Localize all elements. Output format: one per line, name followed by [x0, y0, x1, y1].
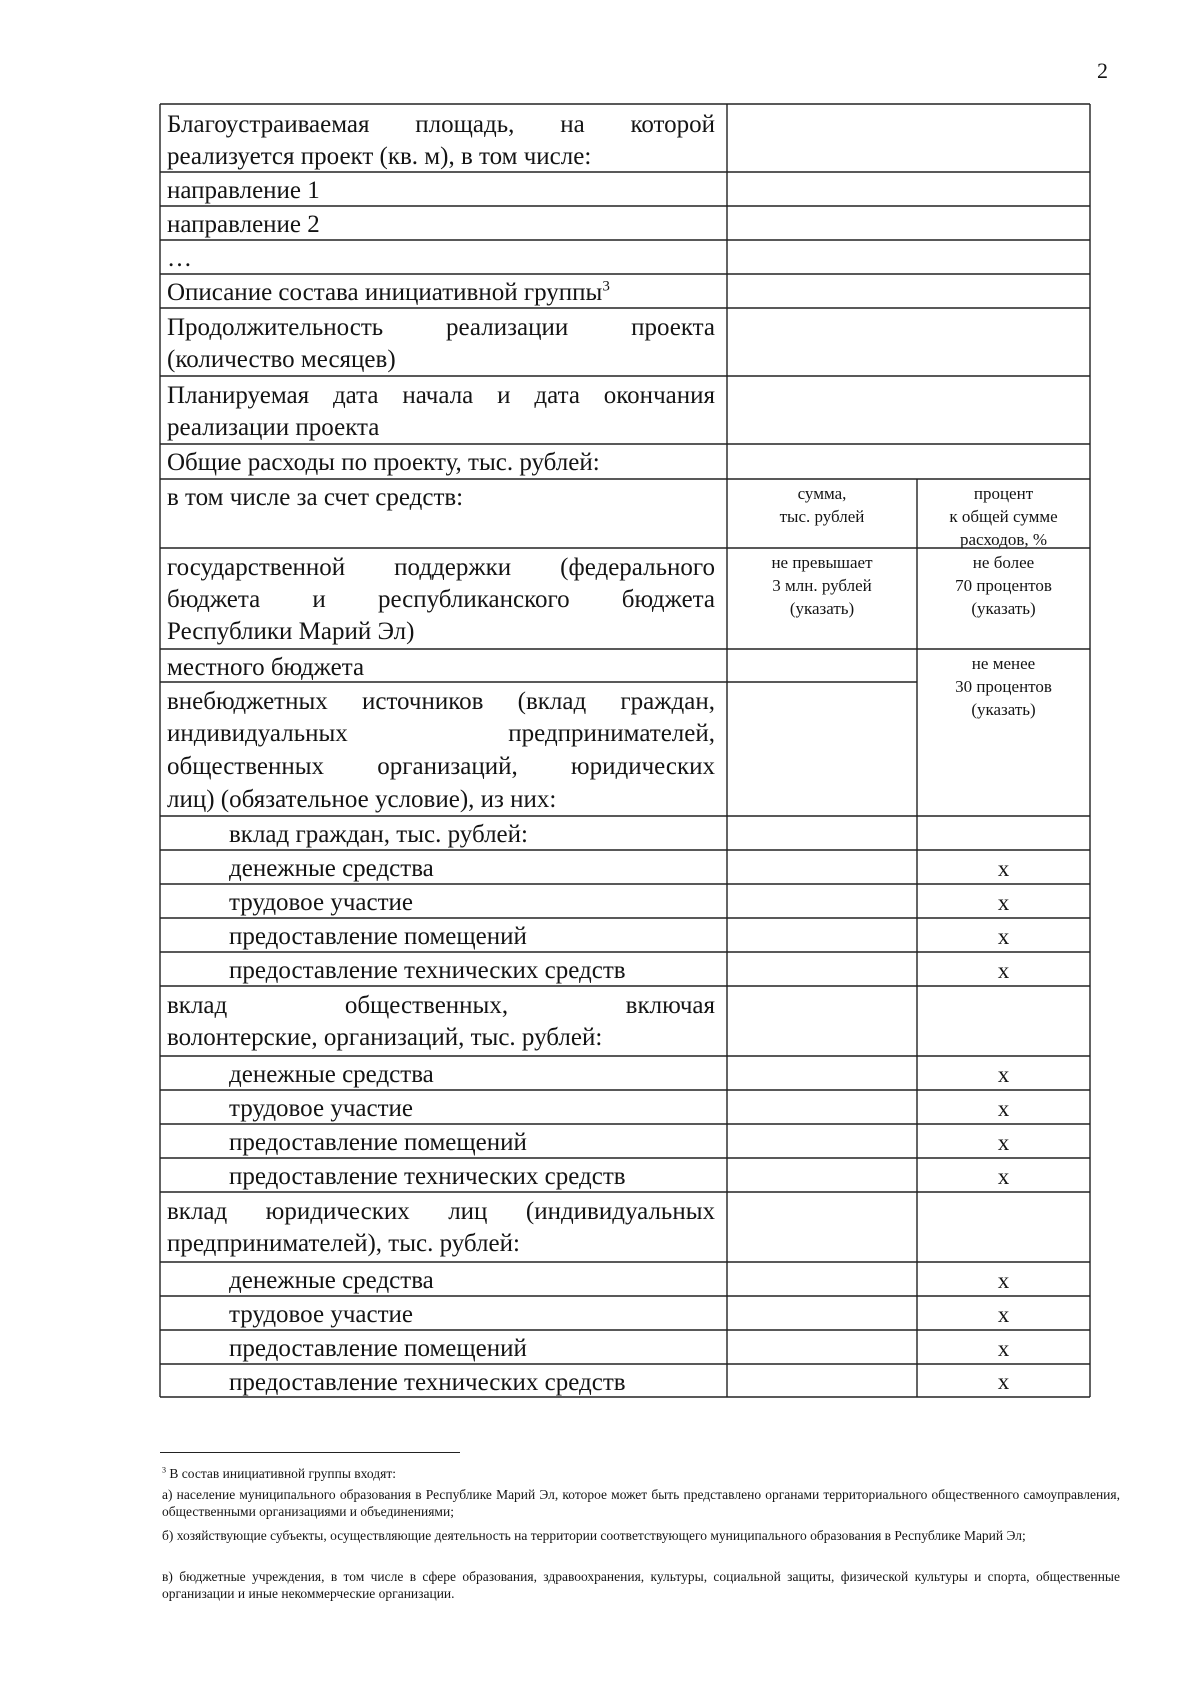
row-extra-budget-line2: индивидуальных предпринимателей, [167, 720, 715, 747]
row-public-money: денежные средства [229, 1061, 434, 1088]
row-public-tech: предоставление технических средств [229, 1163, 626, 1190]
row-legal-tech: предоставление технических средств [229, 1369, 626, 1396]
footnote-separator [160, 1452, 460, 1453]
x-mark: х [997, 1164, 1010, 1189]
x-mark: х [997, 890, 1010, 915]
state-support-sum-line3: (указать) [789, 599, 855, 618]
footnote-intro-text: В состав инициативной группы входят: [169, 1466, 396, 1481]
state-support-percent-line1: не более [972, 553, 1035, 572]
footnote-intro [162, 1465, 1120, 1482]
local-budget-percent-line3: (указать) [971, 700, 1036, 719]
footnote-item-b: б) хозяйствующие субъекты, осуществляющие деятельность на территории соответствующего муниципального образования в Республике Марий Эл; [162, 1528, 1026, 1543]
header-percent [917, 482, 1090, 551]
local-budget-percent-line1: не менее [971, 654, 1036, 673]
header-percent-line3: расходов, % [959, 530, 1048, 549]
header-percent-line1: процент [973, 484, 1034, 503]
row-state-support-line3: Республики Марий Эл) [167, 618, 415, 645]
row-group-description-text: Описание состава инициативной группы [167, 279, 603, 306]
header-sum-line1: сумма, [797, 484, 847, 503]
row-duration-line2: (количество месяцев) [167, 346, 396, 373]
x-mark: х [997, 1369, 1010, 1394]
x-mark: х [997, 856, 1010, 881]
x-mark: х [997, 924, 1010, 949]
header-percent-line2: к общей сумме [949, 507, 1058, 526]
row-legal-entities-line2: предпринимателей), тыс. рублей: [167, 1230, 520, 1257]
state-support-percent-line2: 70 процентов [955, 576, 1052, 595]
row-public-orgs-line1: вклад общественных, включая [167, 992, 715, 1019]
footnote-ref: 3 [602, 278, 610, 295]
row-citizens-premises: предоставление помещений [229, 923, 527, 950]
row-direction-2: направление 2 [167, 211, 320, 238]
row-direction-1: направление 1 [167, 177, 320, 204]
local-budget-percent [917, 652, 1090, 721]
x-mark: х [997, 1062, 1010, 1087]
header-sum [727, 482, 917, 528]
row-extra-budget-line1: внебюджетных источников (вклад граждан, [167, 688, 715, 715]
row-legal-money: денежные средства [229, 1267, 434, 1294]
local-budget-percent-line2: 30 процентов [955, 677, 1052, 696]
row-legal-entities-line1: вклад юридических лиц (индивидуальных [167, 1198, 715, 1225]
x-mark: х [997, 1302, 1010, 1327]
row-citizens-tech: предоставление технических средств [229, 957, 626, 984]
row-dates-line2: реализации проекта [167, 414, 380, 441]
row-local-budget: местного бюджета [167, 654, 365, 681]
row-citizens-contribution: вклад граждан, тыс. рублей: [229, 821, 528, 848]
footnote-item-c: в) бюджетные учреждения, в том числе в сфере образования, здравоохранения, культуры, социальной защиты, физической культуры и спорта, общественные организации и иные некоммерческие организации. [162, 1569, 1120, 1601]
footnote-number: 3 [162, 1465, 167, 1475]
x-mark: х [997, 1130, 1010, 1155]
row-duration-line1: Продолжительность реализации проекта [167, 314, 715, 341]
row-ellipsis: … [167, 245, 192, 272]
row-area-line1: Благоустраиваемая площадь, на которой [167, 111, 715, 138]
row-dates-line1: Планируемая дата начала и дата окончания [167, 382, 715, 409]
x-mark: х [997, 1096, 1010, 1121]
row-state-support-line2: бюджета и республиканского бюджета [167, 586, 715, 613]
state-support-percent [917, 551, 1090, 620]
row-public-premises: предоставление помещений [229, 1129, 527, 1156]
x-mark: х [997, 958, 1010, 983]
row-extra-budget-line4: лиц) (обязательное условие), из них: [167, 786, 557, 813]
row-public-labor: трудовое участие [229, 1095, 413, 1122]
row-citizens-money: денежные средства [229, 855, 434, 882]
row-public-orgs-line2: волонтерские, организаций, тыс. рублей: [167, 1024, 603, 1051]
row-legal-labor: трудовое участие [229, 1301, 413, 1328]
row-including: в том числе за счет средств: [167, 484, 464, 511]
x-mark: х [997, 1336, 1010, 1361]
row-state-support-line1: государственной поддержки (федерального [167, 554, 715, 581]
row-citizens-labor: трудовое участие [229, 889, 413, 916]
page-number: 2 [1097, 58, 1108, 83]
footnote-item-a: а) население муниципального образования в Республике Марий Эл, которое может быть представлено органами территориального общественного самоуправления, общественными организациями и объединениями; [162, 1487, 1120, 1519]
header-sum-line2: тыс. рублей [779, 507, 865, 526]
row-group-description [167, 276, 715, 309]
row-area-line2: реализуется проект (кв. м), в том числе: [167, 143, 592, 170]
state-support-sum [727, 551, 917, 620]
row-total-expenses: Общие расходы по проекту, тыс. рублей: [167, 449, 600, 476]
state-support-sum-line2: 3 млн. рублей [772, 576, 872, 595]
x-mark: х [997, 1268, 1010, 1293]
row-legal-premises: предоставление помещений [229, 1335, 527, 1362]
row-extra-budget-line3: общественных организаций, юридических [167, 753, 715, 780]
state-support-percent-line3: (указать) [971, 599, 1036, 618]
state-support-sum-line1: не превышает [771, 553, 873, 572]
